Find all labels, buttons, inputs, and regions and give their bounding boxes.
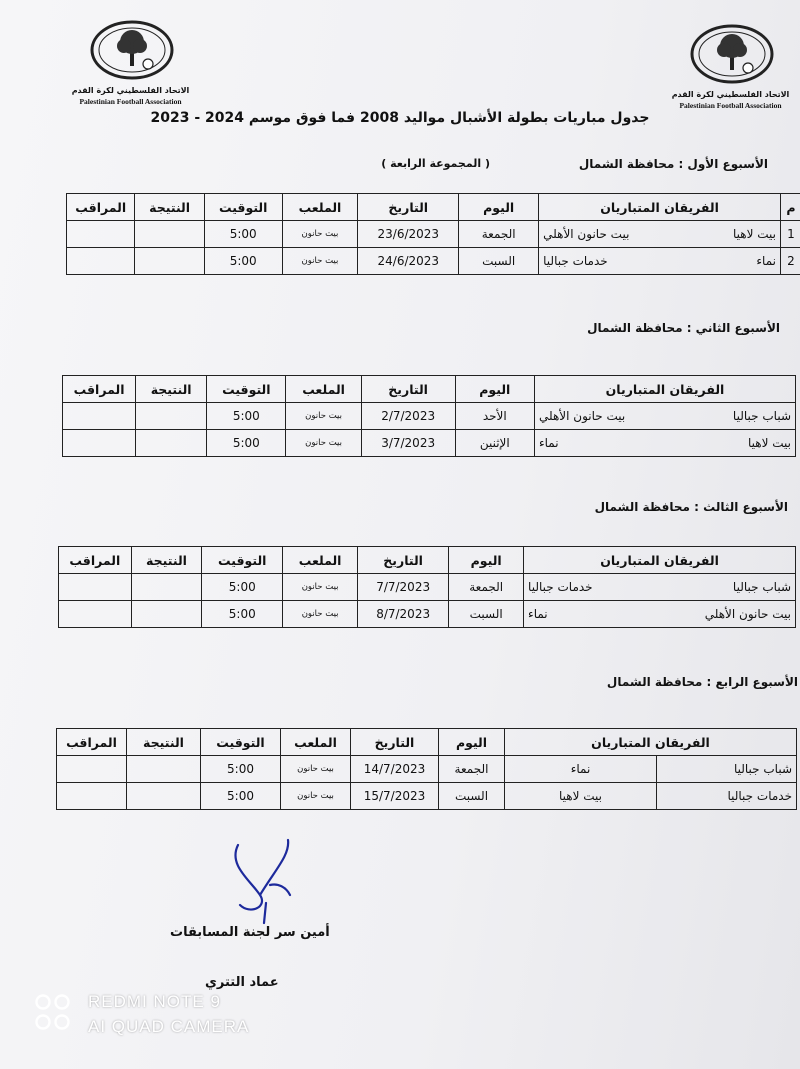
table-header-row (63, 376, 796, 403)
col-observer: المراقب (59, 547, 132, 574)
match-day: الجمعة (439, 756, 505, 783)
match-stadium: بيت حانون (281, 756, 351, 783)
table-header-row (59, 547, 796, 574)
match-result (135, 221, 204, 248)
col-time: التوقيت (207, 376, 286, 403)
week-2-label: الأسبوع الثاني : محافظة الشمال (587, 321, 780, 335)
teams-cell (524, 574, 796, 601)
signature-role: أمين سر لجنة المسابقات (170, 925, 330, 940)
teams-cell (534, 403, 795, 430)
match-observer (57, 783, 127, 810)
col-stadium: الملعب (286, 376, 361, 403)
teams-cell (534, 430, 795, 457)
match-result (127, 756, 201, 783)
match-stadium: بيت حانون (283, 601, 358, 628)
table-header-row (67, 194, 800, 221)
match-stadium: بيت حانون (282, 248, 358, 275)
match-stadium: بيت حانون (283, 574, 358, 601)
logo-english-text: Palestinian Football Association (679, 101, 782, 110)
logo-arabic-text: الاتحاد الفلسطيني لكرة القدم (71, 86, 190, 95)
signature-name: عماد التتري (205, 975, 279, 990)
table-row (59, 601, 796, 628)
team-home: بيت لاهيا (732, 227, 776, 241)
match-date: 14/7/2023 (351, 756, 439, 783)
team-home: شباب جباليا (657, 756, 797, 783)
col-stadium: الملعب (283, 547, 358, 574)
match-number: 2 (780, 248, 800, 275)
team-away: بيت لاهيا (505, 783, 657, 810)
teams-cell (539, 248, 781, 275)
match-day: السبت (459, 248, 539, 275)
team-away: نماء (505, 756, 657, 783)
col-teams: الفريقان المتباريان (539, 194, 781, 221)
col-result: النتيجة (136, 376, 207, 403)
col-teams: الفريقان المتباريان (505, 729, 797, 756)
week-3-label: الأسبوع الثالث : محافظة الشمال (594, 500, 788, 514)
match-date: 2/7/2023 (361, 403, 455, 430)
week-1-label: الأسبوع الأول : محافظة الشمال (578, 157, 768, 171)
teams-cell (539, 221, 781, 248)
match-date: 7/7/2023 (357, 574, 448, 601)
group-label: ( المجموعة الرابعة ) (381, 157, 490, 170)
table-row (63, 403, 796, 430)
team-home: شباب جباليا (732, 580, 791, 594)
match-day: السبت (439, 783, 505, 810)
match-observer (67, 248, 135, 275)
team-home: بيت لاهيا (747, 436, 791, 450)
camera-watermark-line1: REDMI NOTE 9 (88, 992, 221, 1011)
federation-logo-left (68, 18, 193, 108)
match-number: 1 (780, 221, 800, 248)
col-teams: الفريقان المتباريان (524, 547, 796, 574)
logo-arabic-text: الاتحاد الفلسطيني لكرة القدم (671, 90, 790, 99)
match-stadium: بيت حانون (286, 403, 361, 430)
week-4-label: الأسبوع الرابع : محافظة الشمال (606, 675, 798, 689)
col-result: النتيجة (127, 729, 201, 756)
col-stadium: الملعب (282, 194, 358, 221)
week-3-table (58, 546, 796, 628)
col-day: اليوم (455, 376, 534, 403)
match-time: 5:00 (201, 783, 281, 810)
col-observer: المراقب (67, 194, 135, 221)
team-home: خدمات جباليا (657, 783, 797, 810)
col-time: التوقيت (204, 194, 282, 221)
match-observer (63, 403, 136, 430)
schedule-title: جدول مباريات بطولة الأشبال مواليد 2008 فما فوق موسم 2024 - 2023 (150, 110, 650, 126)
week-1-table (66, 193, 800, 275)
col-observer: المراقب (57, 729, 127, 756)
col-day: اليوم (439, 729, 505, 756)
match-observer (67, 221, 135, 248)
team-home: نماء (756, 254, 776, 268)
table-header-row (57, 729, 797, 756)
match-result (131, 601, 202, 628)
team-home: بيت حانون الأهلي (704, 607, 791, 621)
logo-english-text: Palestinian Football Association (79, 97, 182, 106)
match-stadium: بيت حانون (281, 783, 351, 810)
col-date: التاريخ (351, 729, 439, 756)
match-time: 5:00 (207, 430, 286, 457)
match-time: 5:00 (204, 221, 282, 248)
match-day: السبت (449, 601, 524, 628)
team-home: شباب جباليا (732, 409, 791, 423)
match-result (135, 248, 204, 275)
match-stadium: بيت حانون (282, 221, 358, 248)
match-day: الجمعة (459, 221, 539, 248)
table-row (57, 783, 797, 810)
match-observer (57, 756, 127, 783)
team-away: بيت حانون الأهلي (538, 409, 626, 423)
table-row (59, 574, 796, 601)
team-away: خدمات جباليا (528, 580, 593, 594)
camera-watermark-line2: AI QUAD CAMERA (88, 1017, 250, 1036)
table-row (57, 756, 797, 783)
table-row (67, 248, 800, 275)
col-observer: المراقب (63, 376, 136, 403)
match-date: 8/7/2023 (357, 601, 448, 628)
match-date: 3/7/2023 (361, 430, 455, 457)
teams-cell (524, 601, 796, 628)
emblem-icon (688, 22, 776, 88)
table-row (63, 430, 796, 457)
match-time: 5:00 (202, 574, 283, 601)
match-observer (63, 430, 136, 457)
handwritten-signature (220, 835, 310, 925)
match-date: 24/6/2023 (358, 248, 459, 275)
col-date: التاريخ (357, 547, 448, 574)
match-day: الأحد (455, 403, 534, 430)
week-4-table (56, 728, 797, 810)
col-result: النتيجة (135, 194, 204, 221)
match-time: 5:00 (204, 248, 282, 275)
match-time: 5:00 (201, 756, 281, 783)
federation-logo-right (668, 22, 793, 112)
match-result (131, 574, 202, 601)
col-time: التوقيت (202, 547, 283, 574)
match-day: الإثنين (455, 430, 534, 457)
col-day: اليوم (459, 194, 539, 221)
table-row (67, 221, 800, 248)
col-day: اليوم (449, 547, 524, 574)
emblem-icon (88, 18, 176, 84)
match-observer (59, 574, 132, 601)
team-away: نماء (528, 607, 548, 621)
match-result (127, 783, 201, 810)
col-stadium: الملعب (281, 729, 351, 756)
col-date: التاريخ (361, 376, 455, 403)
match-observer (59, 601, 132, 628)
col-time: التوقيت (201, 729, 281, 756)
match-result (136, 430, 207, 457)
match-time: 5:00 (207, 403, 286, 430)
camera-dots-icon (34, 993, 76, 1033)
match-time: 5:00 (202, 601, 283, 628)
match-date: 15/7/2023 (351, 783, 439, 810)
col-date: التاريخ (358, 194, 459, 221)
match-day: الجمعة (449, 574, 524, 601)
week-2-table (62, 375, 796, 457)
col-result: النتيجة (131, 547, 202, 574)
match-result (136, 403, 207, 430)
team-away: بيت حانون الأهلي (543, 227, 630, 241)
team-away: نماء (538, 436, 559, 450)
match-stadium: بيت حانون (286, 430, 361, 457)
team-away: خدمات جباليا (543, 254, 608, 268)
match-date: 23/6/2023 (358, 221, 459, 248)
col-num: م (780, 194, 800, 221)
col-teams: الفريقان المتباريان (534, 376, 795, 403)
